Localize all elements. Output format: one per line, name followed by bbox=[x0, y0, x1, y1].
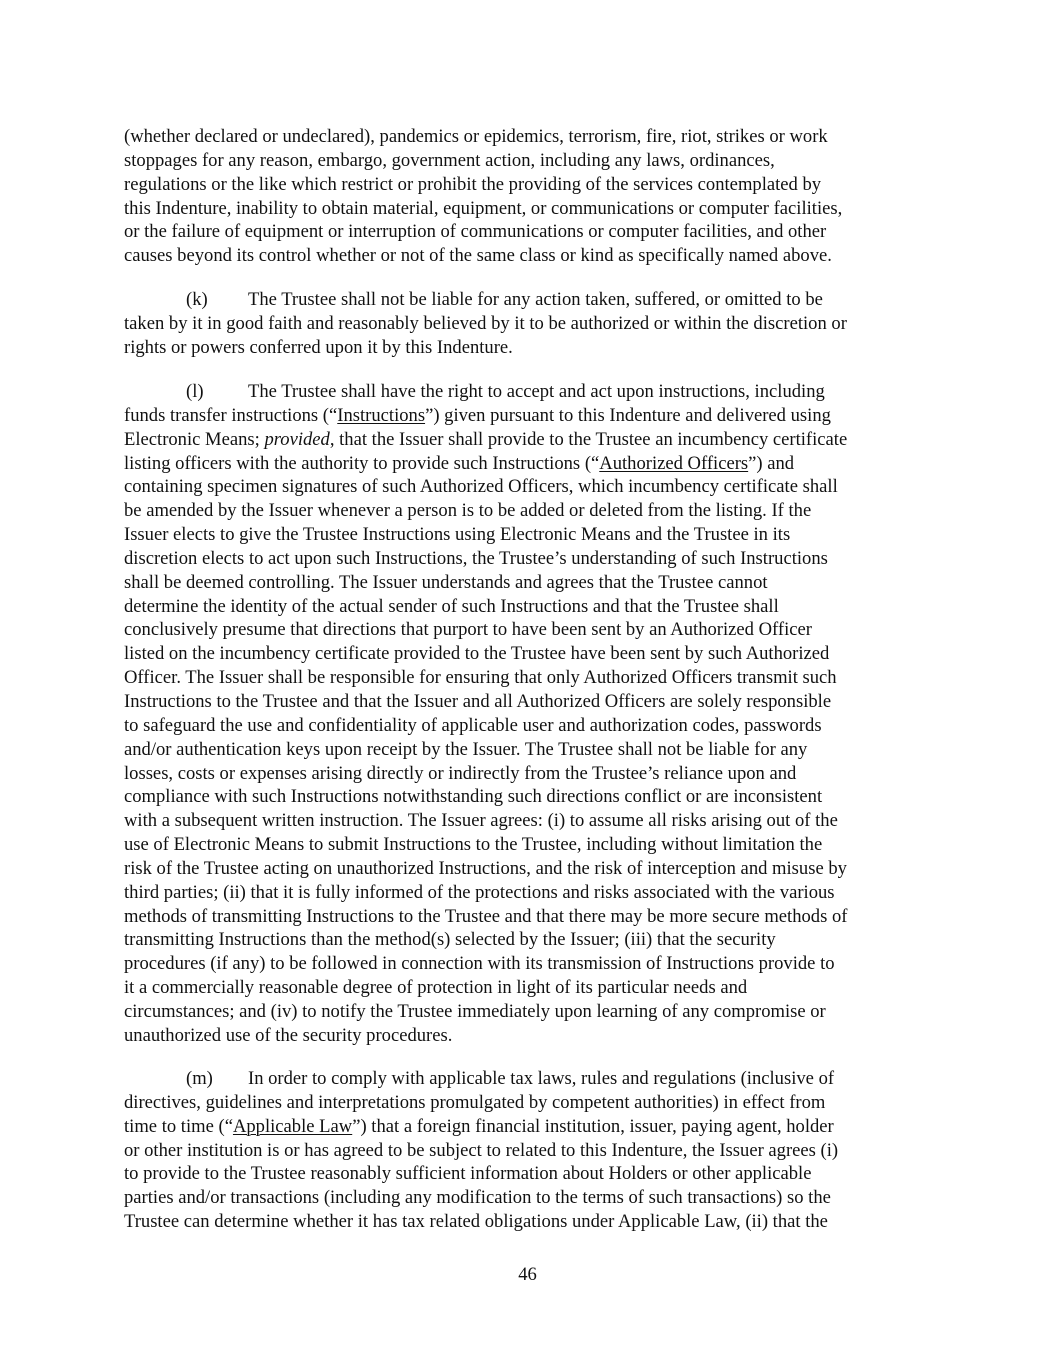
defined-term-applicable-law: Applicable Law bbox=[232, 1115, 353, 1137]
text-line: use of Electronic Means to submit Instructions to the Trustee, including without limitation the bbox=[124, 834, 823, 856]
text-segment: ”) and bbox=[748, 452, 795, 474]
page-number: 46 bbox=[518, 1264, 537, 1285]
text-line bbox=[124, 452, 944, 476]
text-line: compliance with such Instructions notwithstanding such directions conflict or are inconsistent bbox=[124, 786, 823, 808]
text-line: risk of the Trustee acting on unauthorized Instructions, and the risk of interception and misuse by bbox=[124, 857, 847, 879]
text-line: Officer. The Issuer shall be responsible for ensuring that only Authorized Officers transmit such bbox=[124, 667, 837, 689]
text-line: be amended by the Issuer whenever a person is to be added or deleted from the listing. If the bbox=[124, 500, 812, 522]
text-line: containing specimen signatures of such Authorized Officers, which incumbency certificate shall bbox=[124, 476, 838, 498]
text-line: rights or powers conferred upon it by this Indenture. bbox=[124, 336, 513, 358]
defined-term-authorized-officers: Authorized Officers bbox=[599, 452, 749, 474]
text-line: or the failure of equipment or interruption of communications or computer facilities, and other bbox=[124, 221, 827, 243]
italic-provided: provided bbox=[264, 428, 330, 450]
text-line: discretion elects to act upon such Instructions, the Trustee’s understanding of such Instructions bbox=[124, 547, 828, 569]
paragraph-l bbox=[124, 380, 944, 1048]
text-line: shall be deemed controlling. The Issuer understands and agrees that the Trustee cannot bbox=[124, 571, 768, 593]
paragraph-label: (m) bbox=[186, 1068, 213, 1089]
text-line: it a commercially reasonable degree of protection in light of its particular needs and bbox=[124, 977, 748, 999]
text-line: stoppages for any reason, embargo, government action, including any laws, ordinances, bbox=[124, 149, 775, 171]
text-line: or other institution is or has agreed to be subject to related to this Indenture, the Issuer agrees (i) bbox=[124, 1139, 839, 1161]
text-line: taken by it in good faith and reasonably believed by it to be authorized or within the discretion or bbox=[124, 312, 847, 334]
text-segment: listing officers with the authority to provide such Instructions (“ bbox=[124, 452, 600, 474]
text-line: (whether declared or undeclared), pandemics or epidemics, terrorism, fire, riot, strikes or work bbox=[124, 126, 828, 147]
text-line bbox=[124, 428, 944, 452]
text-line: procedures (if any) to be followed in connection with its transmission of Instructions provide to bbox=[124, 953, 835, 975]
text-segment: time to time (“ bbox=[124, 1115, 233, 1137]
text-line: Instructions to the Trustee and that the Issuer and all Authorized Officers are solely responsible bbox=[124, 690, 832, 712]
paragraph-m bbox=[124, 1067, 944, 1234]
text-segment: The Trustee shall not be liable for any action taken, suffered, or omitted to be bbox=[248, 289, 823, 310]
text-line: this Indenture, inability to obtain material, equipment, or communications or computer facilities, bbox=[124, 197, 843, 219]
text-segment: The Trustee shall have the right to accept and act upon instructions, including bbox=[248, 381, 825, 402]
text-line: causes beyond its control whether or not of the same class or kind as specifically named above. bbox=[124, 245, 832, 267]
text-line: to safeguard the use and confidentiality of applicable user and authorization codes, passwords bbox=[124, 714, 822, 736]
text-line: circumstances; and (iv) to notify the Trustee immediately upon learning of any compromise or bbox=[124, 1000, 826, 1022]
paragraph-k bbox=[124, 288, 944, 360]
text-line bbox=[124, 1115, 944, 1139]
text-line: conclusively presume that directions that purport to have been sent by an Authorized Officer bbox=[124, 619, 812, 641]
text-line: determine the identity of the actual sender of such Instructions and that the Trustee shall bbox=[124, 595, 779, 617]
text-line: methods of transmitting Instructions to the Trustee and that there may be more secure methods of bbox=[124, 905, 848, 927]
paragraph-continuation bbox=[124, 125, 944, 268]
text-segment: funds transfer instructions (“ bbox=[124, 404, 338, 426]
text-line bbox=[124, 380, 944, 404]
text-segment: , that the Issuer shall provide to the Trustee an incumbency certificate bbox=[329, 428, 848, 450]
paragraph-label: (k) bbox=[186, 289, 208, 310]
text-line: Issuer elects to give the Trustee Instructions using Electronic Means and the Trustee in its bbox=[124, 524, 791, 546]
text-line: listed on the incumbency certificate provided to the Trustee have been sent by such Authorized bbox=[124, 643, 830, 665]
text-line: third parties; (ii) that it is fully informed of the protections and risks associated with the various bbox=[124, 881, 835, 903]
text-line: with a subsequent written instruction. The Issuer agrees: (i) to assume all risks arising out of the bbox=[124, 810, 838, 832]
text-line: parties and/or transactions (including any modification to the terms of such transactions) so the bbox=[124, 1187, 831, 1209]
text-segment: ”) given pursuant to this Indenture and delivered using bbox=[425, 404, 831, 426]
text-line bbox=[124, 1067, 944, 1091]
paragraph-label: (l) bbox=[186, 381, 204, 402]
text-line: and/or authentication keys upon receipt by the Issuer. The Trustee shall not be liable for any bbox=[124, 738, 808, 760]
text-line bbox=[124, 404, 944, 428]
text-line: transmitting Instructions than the method(s) selected by the Issuer; (iii) that the security bbox=[124, 929, 776, 951]
text-line: directives, guidelines and interpretations promulgated by competent authorities) in effect from bbox=[124, 1091, 826, 1113]
text-segment: In order to comply with applicable tax laws, rules and regulations (inclusive of bbox=[248, 1068, 835, 1089]
text-segment: Electronic Means; bbox=[124, 428, 265, 450]
text-line: to provide to the Trustee reasonably sufficient information about Holders or other applicable bbox=[124, 1163, 812, 1185]
text-segment: ”) that a foreign financial institution, issuer, paying agent, holder bbox=[352, 1115, 834, 1137]
text-line bbox=[124, 288, 944, 312]
text-line: losses, costs or expenses arising directly or indirectly from the Trustee’s reliance upon and bbox=[124, 762, 797, 784]
defined-term-instructions: Instructions bbox=[337, 404, 426, 426]
text-line: regulations or the like which restrict or prohibit the providing of the services contemplated by bbox=[124, 173, 822, 195]
text-line: unauthorized use of the security procedures. bbox=[124, 1024, 453, 1046]
text-line: Trustee can determine whether it has tax related obligations under Applicable Law, (ii) that the bbox=[124, 1211, 828, 1233]
